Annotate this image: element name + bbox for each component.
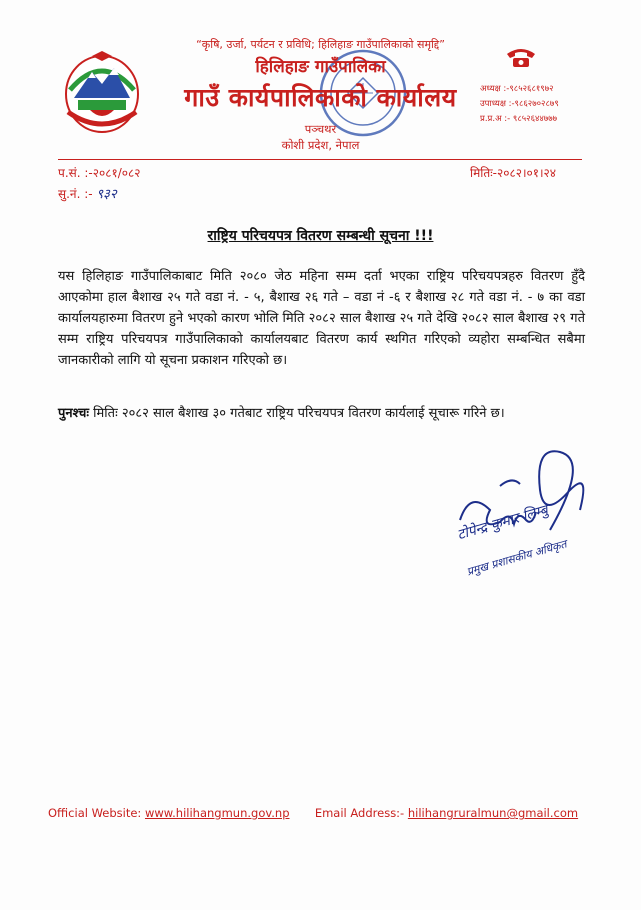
contact-chair: अध्यक्ष :-९८५२६८१९७२: [480, 84, 554, 94]
district: पञ्चथर: [304, 122, 337, 136]
header-divider: [58, 159, 582, 160]
contact-cao: प्र.प्र.अ :- ९८५२६४४७७७: [480, 114, 558, 124]
office-name: हिलिहाङ गाउँपालिका: [255, 57, 386, 77]
registration-value: ९३२: [96, 187, 117, 202]
website-link[interactable]: www.hilihangmun.gov.np: [144, 806, 290, 820]
registration-label: सु.नं. :-: [58, 187, 93, 201]
reference-number: प.सं. :-२०८१/०८२: [58, 166, 141, 180]
email-label: Email Address:-: [314, 806, 405, 820]
registration-number: [58, 184, 117, 202]
address: कोशी प्रदेश, नेपाल: [281, 138, 360, 152]
notice-body: यस हिलिहाङ गाउँपालिकाबाट मिति २०८० जेठ महिना सम्म दर्ता भएका राष्ट्रिय परिचयपत्रहरु वितरण हुँदै आएकोमा हाल बैशाख २५ गते वडा नं. - ५, बैशाख २६ गते – वडा नं -६ र बैशाख २८ गते वडा नं. - ७ का वडा कार्यालयहारुमा वितरण हुने भएको कारण भोलि मिति २०८२ साल बैशाख २५ गते देखि २०८२ साल बैशाख २९ गते सम्म राष्ट्रिय परिचयपत्र गाउँपालिकाको कार्यालयबाट वितरण कार्य स्थगित गरिएको व्यहोरा सम्बन्धित सबैमा जानकारीको लागि यो सूचना प्रकाशन गरिएको छ।: [58, 269, 585, 368]
footer: [48, 806, 578, 820]
signatory-title: प्रमुख प्रशासकीय अधिकृत: [465, 537, 569, 579]
slogan: “कृषि, उर्जा, पर्यटन र प्रविधि; हिलिहाङ गाउँपालिकाको समृद्दि”: [196, 38, 445, 51]
contact-vice-chair: उपाध्यक्ष :-९८६२७०२८७९: [480, 99, 559, 109]
website-label: Official Website:: [48, 806, 142, 820]
office-title: गाउँ कार्यपालिकाको कार्यालय: [184, 83, 457, 112]
signatory-name: टोपेन्द्र कुमार लिम्बु: [455, 502, 550, 544]
postscript-text: मितिः २०८२ साल बैशाख ३० गतेबाट राष्ट्रिय परिचयपत्र वितरण कार्यलाई सूचारू गरिने छ।: [89, 406, 505, 421]
email-link[interactable]: hilihangruralmun@gmail.com: [407, 806, 579, 820]
letter-date: मितिः-२०८२।०१।२४: [470, 166, 557, 180]
contact-list: [480, 82, 559, 127]
notice-subject: राष्ट्रिय परिचयपत्र वितरण सम्बन्धी सूचना !!!: [207, 228, 434, 244]
postscript: [58, 403, 585, 424]
postscript-label: पुनश्चः: [58, 406, 90, 421]
